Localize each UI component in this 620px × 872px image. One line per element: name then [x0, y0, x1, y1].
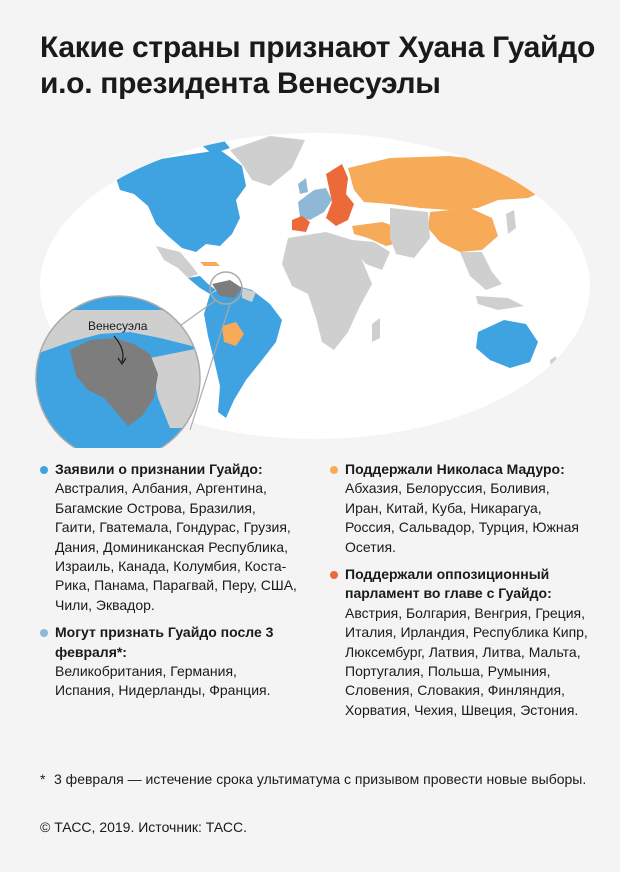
legend-maduro-countries: Абхазия, Белоруссия, Боливия, Иран, Китай, Куба, Никарагуа, Россия, Сальвадор, Турция, Южная Осетия.: [345, 480, 579, 555]
venezuela-inset: [36, 296, 200, 448]
footnote-mark: *: [40, 771, 46, 787]
legend-after-feb: [40, 623, 300, 701]
legend-opposition: [330, 565, 590, 720]
legend-left-column: [40, 460, 300, 709]
legend-opposition-countries: Австрия, Болгария, Венгрия, Греция, Италия, Ирландия, Республика Кипр, Люксембург, Латвия, Литва, Мальта, Португалия, Польша, Румыния, Словения, Словакия, Финляндия, Хорватия, Чехия, Швеция, Эстония.: [345, 604, 588, 718]
legend-right-column: [330, 460, 590, 728]
legend-guaido-title: Заявили о признании Гуайдо:: [55, 461, 263, 477]
legend-maduro-title: Поддержали Николаса Мадуро:: [345, 461, 565, 477]
legend-guaido-countries: Австралия, Албания, Аргентина, Багамские Острова, Бразилия, Гаити, Гватемала, Гондурас, Грузия, Дания, Доминиканская Республика, Израиль, Канада, Колумбия, Коста-Рика, Панама, Парагвай, Перу, США, Чили, Эквадор.: [55, 480, 297, 613]
legend-opposition-title: Поддержали оппозиционный парламент во главе с Гуайдо:: [345, 566, 552, 602]
legend-after-feb-title: Могут признать Гуайдо после 3 февраля*:: [55, 624, 274, 660]
legend-guaido: [40, 460, 300, 615]
legend-dot-maduro: [330, 466, 338, 474]
venezuela-inset-label: Венесуэла: [88, 319, 148, 333]
legend-after-feb-countries: Великобритания, Германия, Испания, Нидерланды, Франция.: [55, 663, 271, 699]
legend-maduro: [330, 460, 590, 557]
page-title: Какие страны признают Хуана Гуайдо и.о. президента Венесуэлы: [40, 31, 595, 100]
legend-dot-opposition: [330, 571, 338, 579]
world-map: [30, 128, 590, 448]
footnote-text: 3 февраля — истечение срока ультиматума с призывом провести новые выборы.: [54, 771, 587, 787]
legend-dot-guaido: [40, 466, 48, 474]
footnote: [40, 770, 590, 789]
source-credit: © ТАСС, 2019. Источник: ТАСС.: [40, 819, 248, 835]
